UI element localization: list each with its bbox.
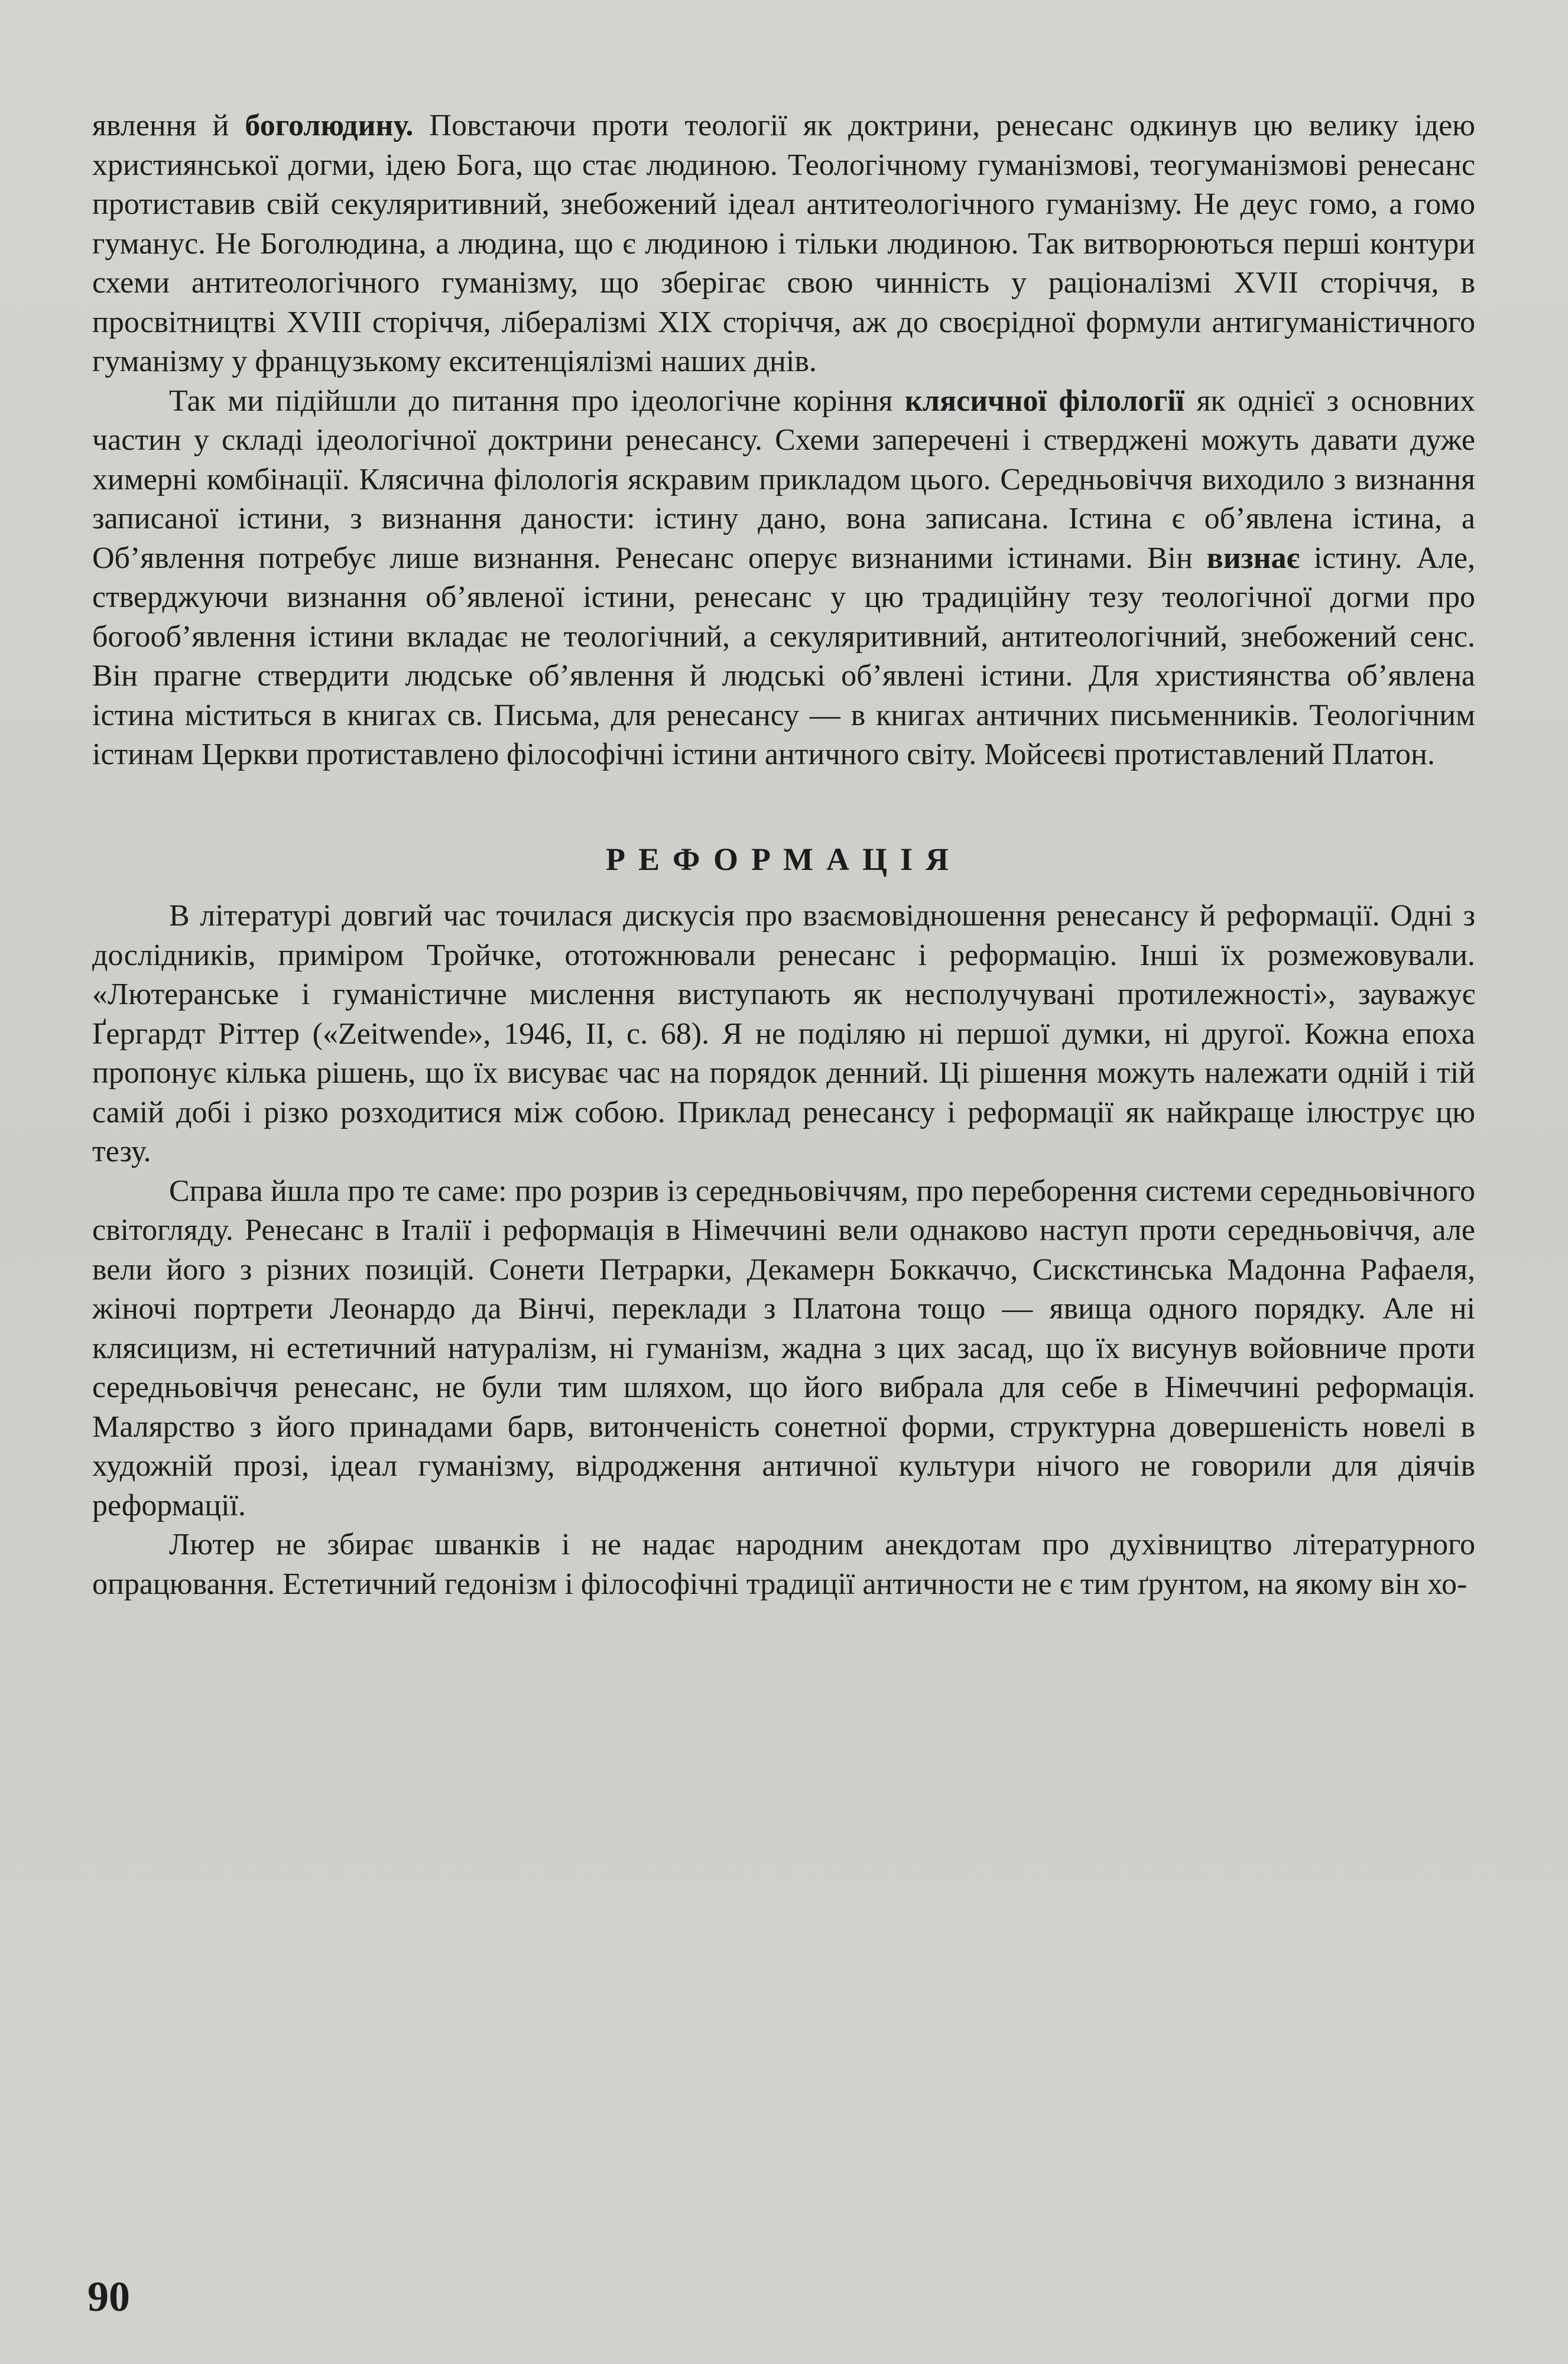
paragraph: Лютер не збирає шванків і не надає народним анекдотам про духівництво літературного опрацювання. Естетичний гедонізм і філософічні традиції античности не є тим ґрунтом, на якому він хо- [92,1528,1475,1601]
paragraph-continuation [92,106,1475,382]
bold-term: клясичної філології [904,384,1184,418]
section-heading: РЕФОРМАЦІЯ [606,841,962,877]
page-number: 90 [87,2273,130,2320]
text-run: Так ми підійшли до питання про ідеологічне коріння [169,384,905,418]
text-run: істину. Але, стверджуючи визнання об’явленої істини, ренесанс у цю традиційну тезу теологічної догми про богооб’явлення істини вкладає не теологічний, а секуляритивний, антитеологічний, знебожений сенс. Він прагне ствердити людське об’явлення й людські об’явлені істини. Для християнства об’явлена істина міститься в книгах св. Письма, для ренесансу — в книгах античних письменників. Теологічним істинам Церкви протиставлено філософічні істини античного світу. Мойсеєві протиставлений Платон. [92,541,1475,771]
paragraph: В літературі довгий час точилася дискусія про взаємовідношення ренесансу й реформації. Одні з дослідників, приміром Тройчке, ототожнювали ренесанс і реформацію. Інші їх розмежовували. «Лютеранське і гуманістичне мислення виступають як несполучувані протилежності», зауважує Ґергардт Ріттер («Zeitwende», 1946, II, с. 68). Я не поділяю ні першої думки, ні другої. Кожна епоха пропонує кілька рішень, що їх висуває час на порядок денний. Ці рішення можуть належати одній і тій самій добі і різко розходитися між собою. Приклад ренесансу і реформації як найкраще ілюструє цю тезу. [92,899,1475,1168]
paragraph [92,382,1475,775]
bold-term: боголюдину. [245,109,414,142]
text-run: як однієї з основних частин у складі ідеологічної доктрини ренесансу. Схеми заперечені і стверджені можуть давати дуже химерні комбінації. Клясична філологія яскравим прикладом цього. Середньовіччя виходило з визнання записаної істини, з визнання даности: істину дано, вона записана. Істина є об’явлена істина, а Об’явлення потребує лише визнання. Ренесанс оперує визнаними істинами. Він [92,384,1476,575]
paragraph: Справа йшла про те саме: про розрив із середньовіччям, про переборення системи середньовічного світогляду. Ренесанс в Італії і реформація в Німеччині вели однаково наступ проти середньовіччя, але вели його з різних позицій. Сонети Петрарки, Декамерн Боккаччо, Сискстинська Мадонна Рафаеля, жіночі портрети Леонардо да Вінчі, переклади з Платона тощо — явища одного порядку. Але ні клясицизм, ні естетичний натуралізм, ні гуманізм, жадна з цих засад, що їх висунув войовниче проти середньовіччя ренесанс, не були тим шляхом, що його вибрала для себе в Німеччині реформація. Малярство з його принадами барв, витонченість сонетної форми, структурна довершеність новелі в художній прозі, ідеал гуманізму, відродження античної культури нічого не говорили для діячів реформації. [92,1174,1475,1522]
bold-term: визнає [1206,541,1300,575]
body-text [92,106,1475,1604]
text-run: явлення й [92,109,245,142]
text-run: Повстаючи проти теології як доктрини, ренесанс одкинув цю велику ідею християнської догми, ідею Бога, що стає людиною. Теологічному гуманізмові, теогуманізмові ренесанс протиставив свій секуляритивний, знебожений ідеал антитеологічного гуманізму. Не деус гомо, а гомо гуманус. Не Боголюдина, а людина, що є людиною і тільки людиною. Так витворюються перші контури схеми антитеологічного гуманізму, що зберігає свою чинність у раціоналізмі XVII сторіччя, в просвітництві XVIII сторіччя, лібералізмі XIX сторіччя, аж до своєрідної формули антигуманістичного гуманізму у французькому екситенціялізмі наших днів. [92,109,1475,378]
